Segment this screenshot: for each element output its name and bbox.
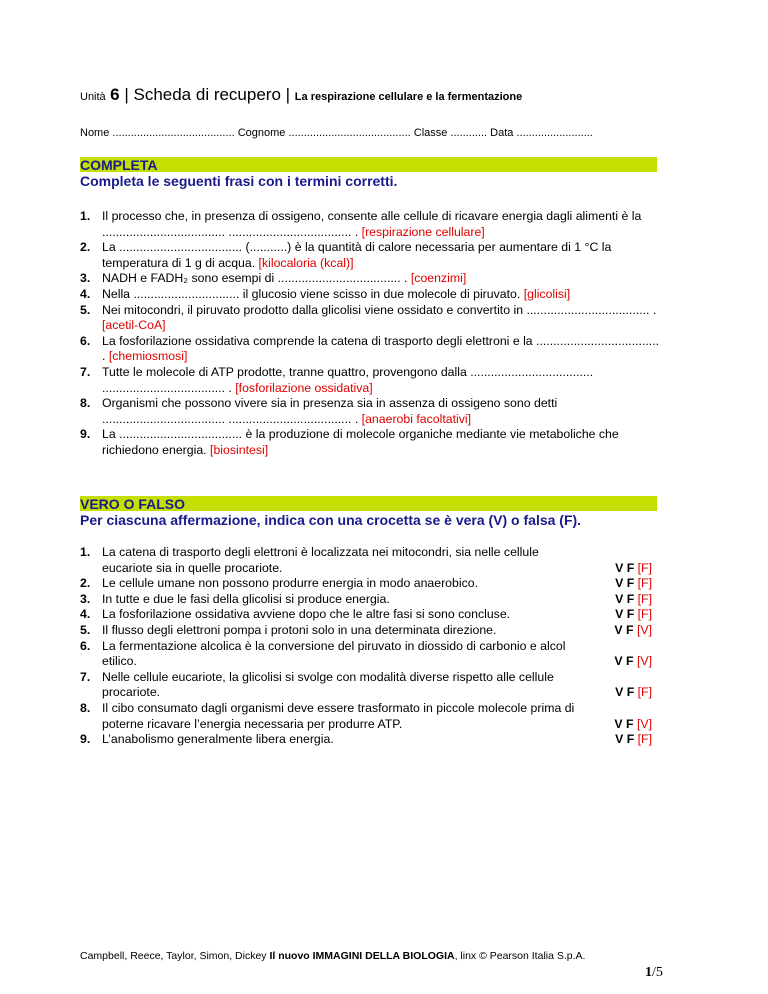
vero-falso-item: [80, 545, 660, 576]
item-answer: [F]: [637, 560, 652, 575]
item-answer: [F]: [637, 685, 652, 700]
vero-falso-item: [80, 732, 660, 748]
item-text: La .................................... è la produzione di molecole organiche mediante vie metaboliche che richiedono energia.: [102, 427, 619, 457]
item-answer: [V]: [636, 622, 652, 637]
completa-title: COMPLETA: [80, 157, 158, 173]
item-number: 1.: [80, 209, 91, 223]
footer-authors: Campbell, Reece, Taylor, Simon, Dickey: [80, 950, 270, 962]
false-option[interactable]: F: [626, 622, 634, 637]
item-number: 4.: [80, 607, 91, 622]
item-text: Organismi che possono vivere sia in presenza sia in assenza di ossigeno sono detti .................................... .................................... .: [102, 396, 558, 426]
vero-falso-item: [80, 670, 660, 701]
page-title: [80, 85, 522, 105]
false-option[interactable]: F: [626, 576, 635, 591]
item-answer: [F]: [637, 732, 652, 747]
item-text: Il cibo consumato dagli organismi deve essere trasformato in piccole molecole prima di poterne ricavare l’energia necessaria per produrre ATP.: [102, 700, 575, 731]
completa-item: [80, 396, 660, 427]
vero-falso-list: [80, 545, 660, 748]
true-false-marks: [615, 576, 652, 592]
item-number: 8.: [80, 396, 91, 411]
item-number: 2.: [80, 240, 91, 255]
item-answer: [respirazione cellulare]: [361, 224, 485, 239]
vero-falso-item: [80, 639, 660, 670]
true-false-marks: [615, 607, 652, 623]
footer-credit: [80, 950, 585, 962]
completa-item: [80, 427, 660, 458]
true-option[interactable]: V: [615, 607, 624, 622]
vero-falso-header-bar: [80, 496, 657, 511]
item-number: 1.: [80, 545, 91, 559]
true-false-marks: [614, 623, 652, 639]
item-number: 6.: [80, 638, 91, 653]
true-option[interactable]: V: [614, 622, 623, 637]
item-answer: [chemiosmosi]: [108, 349, 188, 364]
true-false-marks: [615, 685, 652, 701]
vero-falso-title: VERO O FALSO: [80, 496, 186, 512]
title-separator: |: [119, 85, 134, 104]
false-option[interactable]: F: [626, 560, 635, 575]
true-false-marks: [615, 732, 652, 748]
item-number: 2.: [80, 576, 91, 591]
item-text: La fosforilazione ossidativa comprende la catena di trasporto degli elettroni e la .................................... .: [102, 333, 660, 364]
item-number: 7.: [80, 669, 91, 684]
true-false-marks: [615, 561, 652, 577]
title-separator: |: [280, 85, 295, 104]
item-number: 4.: [80, 286, 91, 301]
item-answer: [kilocaloria (kcal)]: [258, 255, 354, 270]
vero-falso-item: [80, 607, 660, 623]
true-option[interactable]: V: [615, 732, 624, 747]
completa-list: [80, 209, 660, 459]
item-answer: [F]: [637, 607, 652, 622]
completa-item: [80, 271, 660, 287]
true-false-marks: [614, 717, 652, 733]
item-text: Il flusso degli elettroni pompa i protoni solo in una determinata direzione.: [102, 622, 497, 637]
completa-header-bar: [80, 157, 657, 172]
item-text: Tutte le molecole di ATP prodotte, tranne quattro, provengono dalla .................................... .................................... .: [102, 364, 594, 395]
completa-item: [80, 334, 660, 365]
item-answer: [V]: [636, 654, 652, 669]
completa-item: [80, 209, 660, 240]
item-answer: [V]: [636, 716, 652, 731]
item-number: 6.: [80, 333, 91, 348]
vero-falso-item: [80, 576, 660, 592]
item-text: La fosforilazione ossidativa avviene dopo che le altre fasi si sono concluse.: [102, 607, 511, 622]
vero-falso-instruction: Per ciascuna affermazione, indica con una crocetta se è vera (V) o falsa (F).: [80, 512, 582, 528]
item-number: 8.: [80, 700, 91, 715]
unit-number: 6: [110, 85, 120, 104]
item-answer: [F]: [637, 576, 652, 591]
item-number: 5.: [80, 622, 91, 637]
page-current: 1: [645, 965, 652, 980]
item-text: La fermentazione alcolica è la conversione del piruvato in diossido di carbonio e alcol etilico.: [102, 638, 566, 669]
item-text: L’anabolismo generalmente libera energia.: [102, 732, 334, 747]
false-option[interactable]: F: [626, 591, 635, 606]
vero-falso-item: [80, 623, 660, 639]
item-number: 3.: [80, 591, 91, 606]
item-text: Nella ............................... il glucosio viene scisso in due molecole di piruvato.: [102, 286, 521, 301]
item-text: Nei mitocondri, il piruvato prodotto dalla glicolisi viene ossidato e convertito in .................................... .: [102, 302, 657, 317]
true-option[interactable]: V: [615, 685, 624, 700]
item-text: In tutte e due le fasi della glicolisi si produce energia.: [102, 591, 390, 606]
vero-falso-item: [80, 592, 660, 608]
true-option[interactable]: V: [615, 576, 624, 591]
completa-instruction: Completa le seguenti frasi con i termini corretti.: [80, 173, 398, 189]
false-option[interactable]: F: [626, 732, 635, 747]
footer-publisher: , linx © Pearson Italia S.p.A.: [454, 950, 586, 962]
item-answer: [biosintesi]: [210, 442, 269, 457]
item-answer: [glicolisi]: [523, 286, 571, 301]
item-text: Le cellule umane non possono produrre energia in modo anaerobico.: [102, 576, 478, 591]
true-option[interactable]: V: [614, 654, 623, 669]
page-total: /5: [652, 965, 663, 980]
true-false-marks: [614, 654, 652, 670]
false-option[interactable]: F: [626, 716, 634, 731]
completa-item: [80, 240, 660, 271]
item-answer: [fosforilazione ossidativa]: [235, 380, 373, 395]
true-option[interactable]: V: [615, 591, 624, 606]
vero-falso-item: [80, 701, 660, 732]
student-info-row: Nome ........................................ Cognome ........................................ Classe ............ Data .........................: [80, 127, 593, 139]
footer-book-title: Il nuovo IMMAGINI DELLA BIOLOGIA: [269, 950, 455, 962]
page-number: [645, 965, 663, 981]
item-number: 7.: [80, 364, 91, 379]
item-answer: [anaerobi facoltativi]: [361, 411, 472, 426]
true-option[interactable]: V: [614, 716, 623, 731]
item-number: 5.: [80, 302, 91, 317]
item-text: La .................................... (...........) è la quantità di calore necessaria per aumentare di 1 °C la temperatura di 1 g di acqua.: [102, 240, 612, 270]
item-text: Il processo che, in presenza di ossigeno, consente alle cellule di ricavare energia dagli alimenti è la .................................... .................................... .: [102, 209, 642, 239]
item-text: Nelle cellule eucariote, la glicolisi si svolge con modalità diverse rispetto alle cellule procariote.: [102, 669, 554, 700]
item-answer: [F]: [637, 591, 652, 606]
item-number: 3.: [80, 271, 91, 286]
true-false-marks: [615, 592, 652, 608]
completa-item: [80, 365, 660, 396]
sheet-title: Scheda di recupero: [133, 85, 281, 104]
false-option[interactable]: F: [626, 607, 635, 622]
completa-item: [80, 287, 660, 303]
completa-item: [80, 303, 660, 334]
true-option[interactable]: V: [615, 560, 624, 575]
false-option[interactable]: F: [626, 685, 635, 700]
item-text: La catena di trasporto degli elettroni è localizzata nei mitocondri, sia nelle cellule eucariote sia in quelle procariote.: [102, 545, 539, 575]
item-number: 9.: [80, 427, 91, 442]
item-answer: [coenzimi]: [410, 271, 467, 286]
item-text: NADH e FADH₂ sono esempi di .................................... .: [102, 271, 408, 286]
false-option[interactable]: F: [626, 654, 634, 669]
unit-word: Unità: [80, 91, 106, 103]
item-answer: [acetil-CoA]: [102, 318, 166, 333]
page-subtitle: La respirazione cellulare e la fermentazione: [294, 91, 523, 103]
item-number: 9.: [80, 732, 91, 747]
